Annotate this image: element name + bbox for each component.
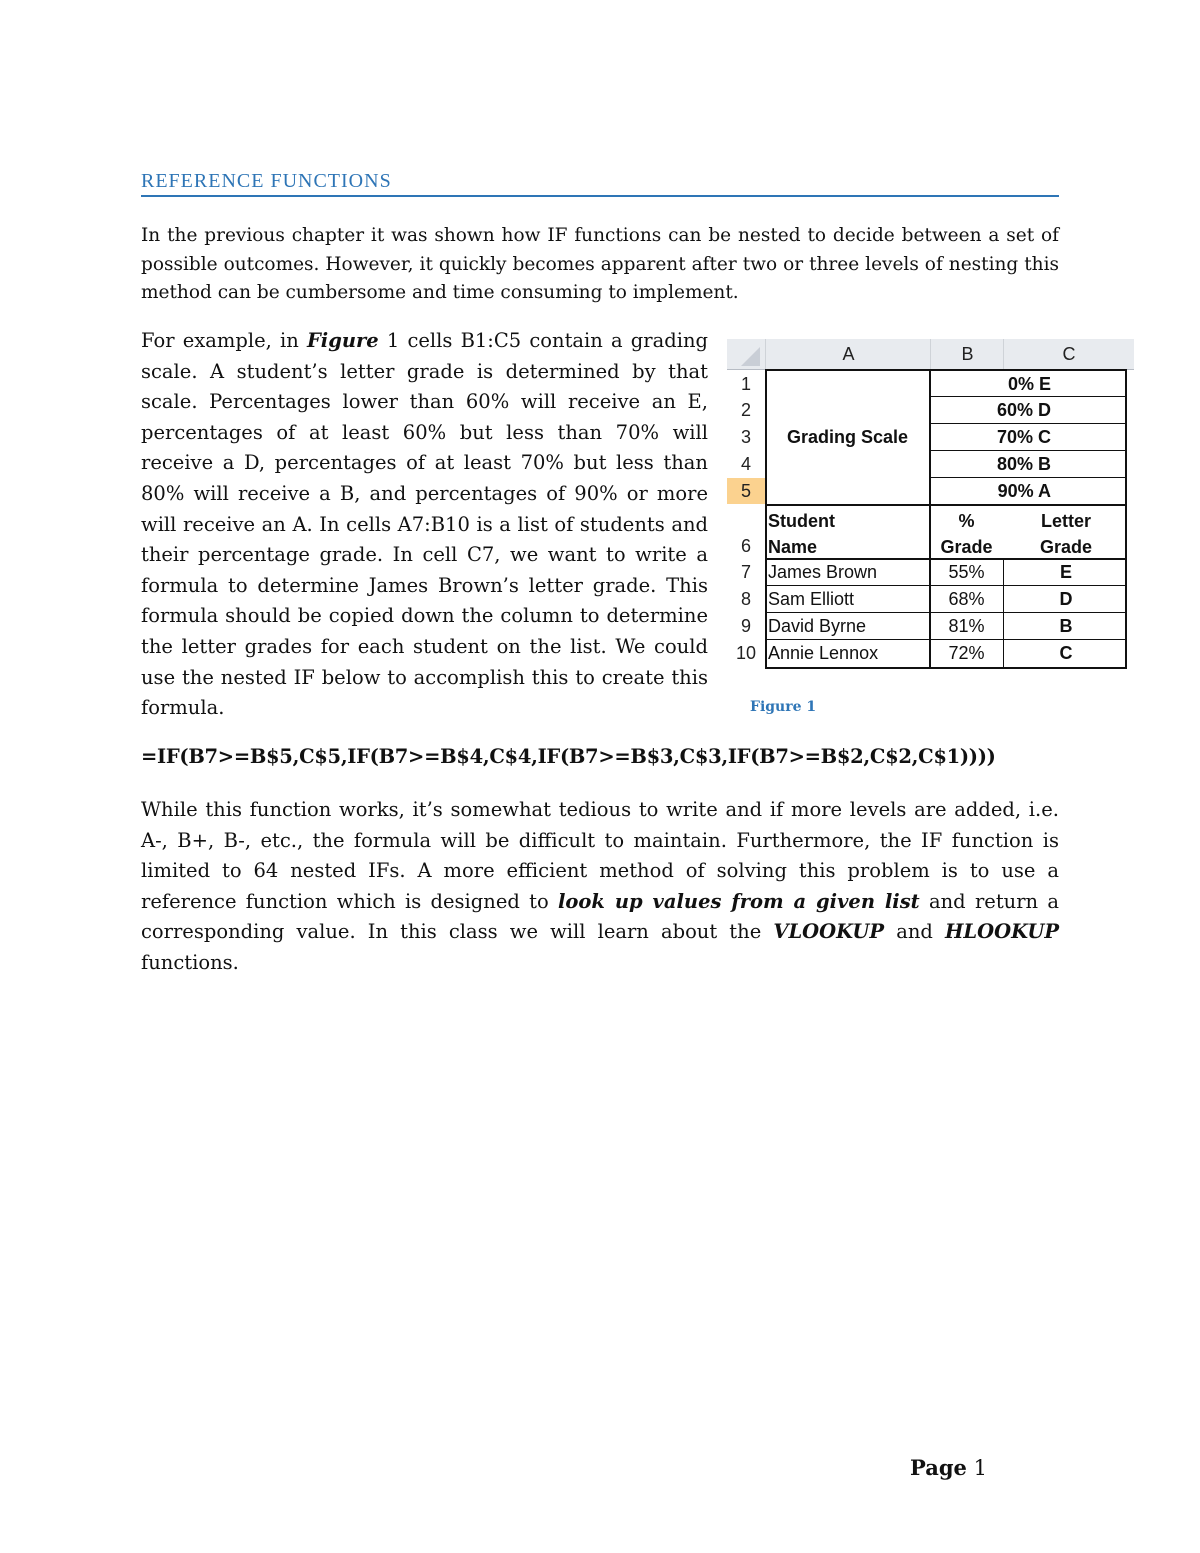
emphasis-text: look up values from a given list xyxy=(558,889,920,913)
example-paragraph xyxy=(141,326,708,724)
border xyxy=(765,639,1127,640)
border xyxy=(1125,369,1127,669)
border xyxy=(765,585,1127,586)
letter-cell: E xyxy=(1059,562,1072,582)
letter-cell: D xyxy=(1059,589,1073,609)
scale-cell: 90% A xyxy=(997,481,1051,501)
row-header-3: 3 xyxy=(727,424,765,451)
column-header-b: B xyxy=(930,339,1004,370)
scale-cell: 70% C xyxy=(996,427,1051,447)
border xyxy=(765,369,767,669)
letter-grade-header: Letter Grade xyxy=(1039,511,1093,557)
scale-cell: 80% B xyxy=(996,454,1051,474)
page-number: Page 1 xyxy=(910,1455,987,1480)
border xyxy=(929,396,1127,397)
section-heading: REFERENCE FUNCTIONS xyxy=(141,170,1059,197)
intro-paragraph: In the previous chapter it was shown how IF functions can be nested to decide between a set of possible outcomes. However, it quickly becomes apparent after two or three levels of nesting this method can be cumbersome and time consuming to implement. xyxy=(141,225,1059,303)
row-header-8: 8 xyxy=(727,586,765,613)
example-text-1: For example, in xyxy=(141,329,307,352)
row-header-10: 10 xyxy=(727,640,765,667)
grading-spreadsheet xyxy=(727,339,1133,674)
row-header-6: 6 xyxy=(727,506,765,559)
border xyxy=(765,369,1127,371)
student-name-cell: Annie Lennox xyxy=(768,643,879,663)
body-paragraph: While this function works, it’s somewhat tedious to write and if more levels are added, i.e. A-, B+, B-, etc., the formula will be difficult to maintain. Furthermore, the IF function is limited to 64 nested IFs. A more efficient method of solving this problem is to use a reference function which is designed to look up values from a given list and return a corresponding value. In this class we will learn about the VLOOKUP and HLOOKUP functions. xyxy=(141,798,1060,974)
row-header-9: 9 xyxy=(727,613,765,640)
border xyxy=(929,423,1127,424)
border xyxy=(929,450,1127,451)
column-header-a: A xyxy=(765,339,931,370)
student-name-cell: Sam Elliott xyxy=(768,589,855,609)
nested-if-formula: =IF(B7>=B$5,C$5,IF(B7>=B$4,C$4,IF(B7>=B$3,C$3,IF(B7>=B$2,C$2,C$1)))) xyxy=(141,745,996,768)
percent-cell: 55% xyxy=(948,562,985,582)
student-name-header: Student Name xyxy=(768,511,835,557)
border xyxy=(765,667,1127,669)
figure-caption: Figure 1 xyxy=(750,699,817,715)
border xyxy=(765,612,1127,613)
hlookup-term: HLOOKUP xyxy=(944,920,1059,943)
column-header-c: C xyxy=(1003,339,1134,370)
border xyxy=(765,558,1127,560)
select-all-corner xyxy=(727,339,765,370)
letter-cell: C xyxy=(1059,643,1073,663)
row-header-2: 2 xyxy=(727,397,765,424)
border xyxy=(1003,559,1004,669)
student-name-cell: James Brown xyxy=(768,562,878,582)
scale-cell: 60% D xyxy=(996,400,1051,420)
example-text-2: 1 cells B1:C5 contain a grading scale. A student’s letter grade is determined by that scale. Percentages lower than 60% will receive an E, percentages of at least 60% but less than 70% will receive a D, percentages of at least 70% but less than 80% will receive a B, and percentages of 90% or more will receive an A. In cells A7:B10 is a list of students and their percentage grade. In cell C7, we want to write a formula to determine James Brown’s letter grade. This formula should be copied down the column to determine the letter grades for each student on the list. We could use the nested IF below to accomplish this to create this formula. xyxy=(141,329,709,720)
row-header-1: 1 xyxy=(727,371,765,397)
figure-reference: Figure xyxy=(306,329,379,352)
percent-cell: 68% xyxy=(948,589,985,609)
letter-cell: B xyxy=(1059,616,1073,636)
grading-scale-label: Grading Scale xyxy=(786,427,909,447)
row-header-7: 7 xyxy=(727,559,765,586)
row-header-4: 4 xyxy=(727,451,765,478)
border xyxy=(929,369,931,669)
vlookup-term: VLOOKUP xyxy=(773,920,885,943)
border xyxy=(929,477,1127,478)
percent-cell: 81% xyxy=(948,616,985,636)
row-header-5: 5 xyxy=(727,478,765,504)
student-name-cell: David Byrne xyxy=(768,616,867,636)
percent-cell: 72% xyxy=(948,643,985,663)
percent-grade-header: % Grade xyxy=(940,511,993,557)
scale-cell: 0% E xyxy=(1007,374,1051,394)
border xyxy=(765,504,1127,506)
